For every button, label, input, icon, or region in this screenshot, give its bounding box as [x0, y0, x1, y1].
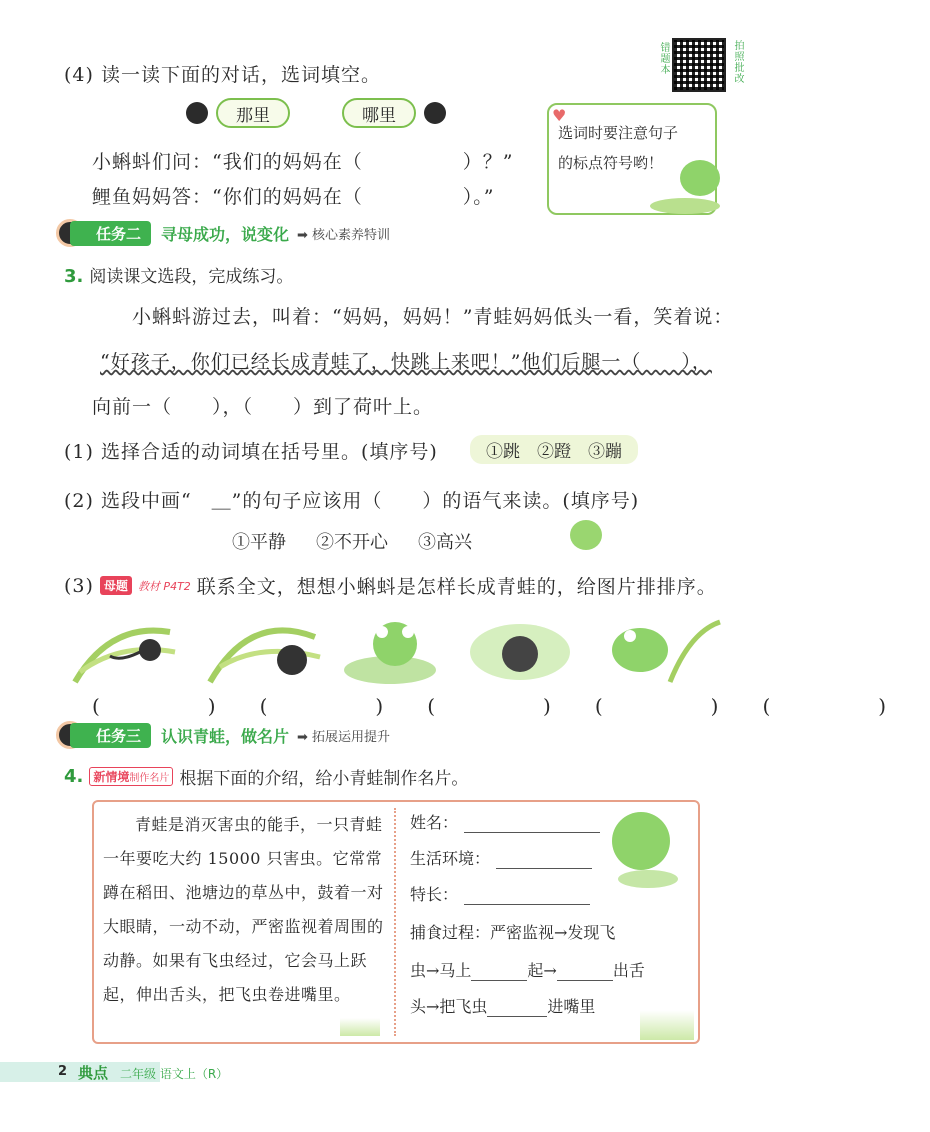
- process-text-1: 严密监视→发现飞: [490, 923, 616, 942]
- process-line-2: [410, 958, 645, 981]
- task3-title: 认识青蛙，做名片: [161, 726, 290, 746]
- task3-header: [56, 722, 390, 748]
- heart-icon: ♥: [552, 106, 567, 125]
- picture-1: [75, 631, 175, 682]
- blank-5[interactable]: ( ): [762, 694, 930, 718]
- bird-icon: [424, 102, 446, 124]
- frog-icon: [570, 520, 602, 550]
- task2-header: [56, 220, 390, 246]
- badge-main: 新情境: [93, 770, 130, 784]
- series-logo: 典点: [78, 1064, 109, 1082]
- page-number: 2: [58, 1064, 68, 1079]
- q3-sub3: [64, 572, 717, 599]
- q3-number: 3.: [64, 266, 84, 287]
- new-situation-badge: [89, 767, 173, 786]
- word-choices: [186, 98, 446, 128]
- sub2-options: [232, 528, 472, 554]
- sub1-options: ①跳 ②蹬 ③蹦: [470, 435, 638, 464]
- process-text-2b: 起→: [527, 961, 557, 980]
- textbook-ref: 教材 P4T2: [137, 579, 191, 593]
- blank-3[interactable]: ( ): [427, 694, 595, 718]
- word-bubble-2: 哪里: [342, 98, 416, 128]
- task2-sub: ➡ 核心素养特训: [297, 227, 391, 243]
- bird-icon: [186, 102, 208, 124]
- grass-icon: [640, 1010, 694, 1040]
- footer: [0, 1062, 800, 1082]
- tadpole-pictures: [70, 612, 730, 692]
- process-text-2a: 虫→马上: [410, 961, 472, 980]
- lily-pad-icon: [650, 198, 720, 214]
- task3-tag: 任务三: [70, 723, 151, 748]
- blank-2[interactable]: ( ): [259, 694, 428, 718]
- q4-title: (4) 读一读下面的对话，选词填空。: [64, 64, 381, 86]
- skill-line[interactable]: [464, 887, 590, 905]
- picture-2: [210, 630, 320, 682]
- passage-line-3: 向前一（ ），（ ）到了荷叶上。: [92, 396, 434, 418]
- environment-line[interactable]: [496, 851, 592, 869]
- blank-4[interactable]: ( ): [594, 694, 763, 718]
- process-line-1: [410, 920, 615, 943]
- q3-title: 阅读课文选段，完成练习。: [89, 267, 294, 287]
- process-label: 捕食过程：: [410, 923, 491, 942]
- process-text-3b: 进嘴里: [547, 997, 596, 1016]
- mother-question-badge: 母题: [100, 576, 132, 595]
- dialogue-line-1: 小蝌蚪们问：“我们的妈妈在（ ）？”: [92, 151, 514, 173]
- q3-sub2: (2) 选段中画“ ＿”的句子应该用（ ）的语气来读。(填序号): [64, 490, 640, 512]
- picture-3: [344, 622, 436, 684]
- name-field[interactable]: [410, 810, 600, 833]
- environment-field[interactable]: [410, 846, 592, 869]
- passage-line-2: “好孩子，你们已经长成青蛙了，快跳上来吧！”他们后腿一（ ），: [100, 351, 712, 373]
- grass-icon: [340, 1018, 380, 1036]
- task2-title: 寻母成功，说变化: [161, 224, 290, 244]
- frog-icon: [612, 812, 670, 870]
- q3-sub1: (1) 选择合适的动词填在括号里。(填序号): [64, 441, 438, 463]
- skill-label: 特长：: [410, 885, 459, 904]
- picture-4: [470, 624, 570, 680]
- name-label: 姓名：: [410, 813, 459, 832]
- frog-passage: 青蛙是消灭害虫的能手，一只青蛙一年要吃大约 15000 只害虫。它常常蹲在稻田、池塘边的草丛中，鼓着一对大眼睛，一动不动，严密监视着周围的动静。如果有飞虫经过，它会马上跃起，伸出舌头，把飞虫卷进嘴里。: [103, 815, 384, 1004]
- process-text-2c: 出舌: [612, 961, 645, 980]
- badge-sub: 制作名片: [129, 773, 170, 784]
- wrong-book-label: 错题本: [658, 42, 669, 75]
- option-3: ③高兴: [418, 532, 472, 553]
- sub3-text: 联系全文，想想小蝌蚪是怎样长成青蛙的，给图片排排序。: [196, 576, 717, 598]
- task3-sub: ➡ 拓展运用提升: [297, 729, 391, 745]
- scan-label: 拍照批改: [732, 40, 743, 84]
- word-bubble-1: 那里: [216, 98, 290, 128]
- answer-blanks: [92, 690, 930, 719]
- q3-header: [64, 262, 293, 287]
- qr-code[interactable]: [672, 38, 726, 92]
- option-1: ①平静: [232, 532, 286, 553]
- grade-label: 二年级 语文上（R）: [120, 1067, 229, 1081]
- process-blank-2[interactable]: [557, 963, 613, 981]
- process-text-3a: 头→把飞虫: [410, 997, 488, 1016]
- tip-text: 选词时要注意句子的标点符号哟！: [558, 124, 679, 172]
- sub3-prefix: (3): [64, 574, 94, 597]
- name-line[interactable]: [464, 815, 600, 833]
- process-blank-3[interactable]: [487, 999, 547, 1017]
- q4b-header: [64, 764, 468, 789]
- task2-tag: 任务二: [70, 221, 151, 246]
- passage-line-1: 小蝌蚪游过去，叫着：“妈妈，妈妈！”青蛙妈妈低头一看，笑着说：: [132, 306, 734, 328]
- process-line-3: [410, 994, 595, 1017]
- picture-5: [612, 622, 720, 682]
- environment-label: 生活环境：: [410, 849, 491, 868]
- option-2: ②不开心: [316, 532, 388, 553]
- blank-1[interactable]: ( ): [92, 694, 260, 718]
- q4b-title: 根据下面的介绍，给小青蛙制作名片。: [179, 769, 469, 789]
- process-blank-1[interactable]: [471, 963, 527, 981]
- frog-icon: [680, 160, 720, 196]
- dialogue-line-2: 鲤鱼妈妈答：“你们的妈妈在（ ）。”: [92, 186, 495, 208]
- skill-field[interactable]: [410, 882, 590, 905]
- lily-pad-icon: [618, 870, 678, 888]
- q4b-number: 4.: [64, 766, 84, 787]
